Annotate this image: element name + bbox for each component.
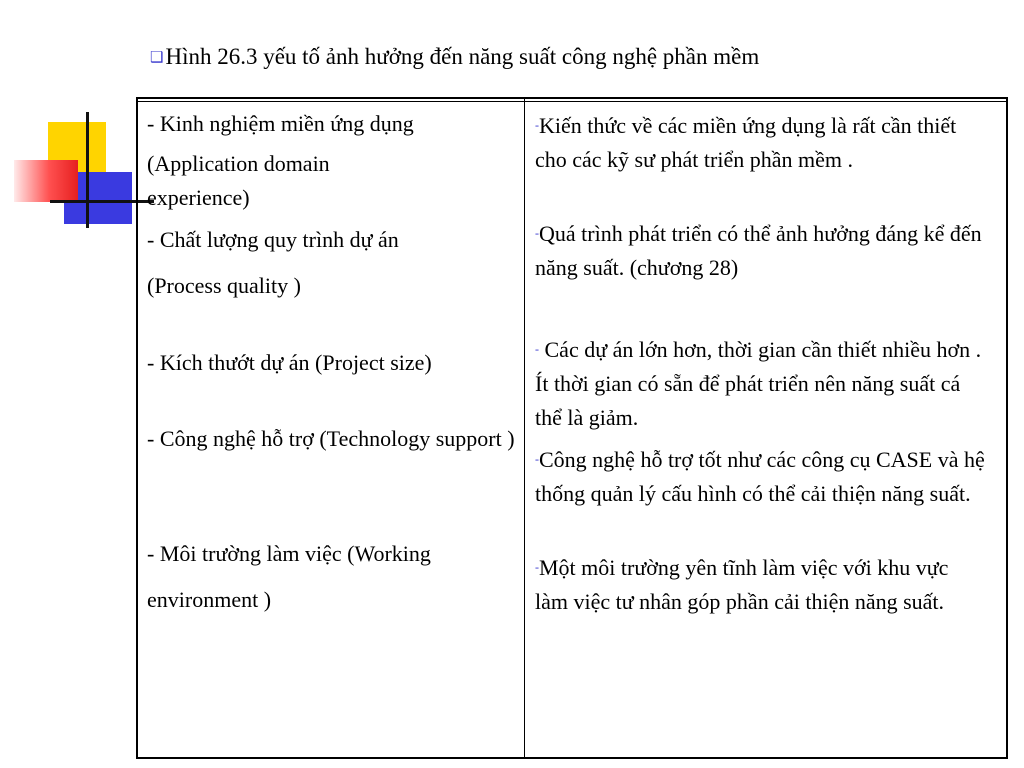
- slide-title-text: Hình 26.3 yếu tố ảnh hưởng đến năng suất công nghệ phần mềm: [165, 44, 760, 69]
- description-text: Một môi trường yên tĩnh làm việc với khu vực làm việc tư nhân góp phần cải thiện năng suất.: [535, 555, 949, 615]
- description-item: [535, 333, 985, 435]
- red-gradient-bar: [14, 160, 78, 202]
- factors-table: [136, 97, 1008, 759]
- factor-item: [147, 422, 519, 456]
- dash-marker: -: [535, 226, 539, 240]
- factor-item: [147, 346, 477, 380]
- factor-name: - Kích thướt dự án (Project size): [147, 350, 432, 375]
- factor-item: [147, 537, 519, 616]
- dash-marker: -: [535, 118, 539, 132]
- description-text: Công nghệ hỗ trợ tốt như các công cụ CASE và hệ thống quản lý cấu hình có thể cải thiện năng suất.: [535, 447, 985, 507]
- column-divider: [524, 99, 525, 757]
- description-item: [535, 109, 985, 177]
- description-item: [535, 217, 985, 285]
- factor-name: - Chất lượng quy trình dự án: [147, 227, 399, 252]
- factor-item: [147, 223, 519, 302]
- factor-english: (Process quality ): [147, 273, 301, 298]
- square-bullet-icon: ❑: [150, 50, 164, 66]
- description-item: [535, 443, 985, 511]
- description-text: Kiến thức về các miền ứng dụng là rất cần thiết cho các kỹ sư phát triển phần mềm .: [535, 113, 957, 173]
- factor-english: environment ): [147, 587, 272, 612]
- dash-marker: -: [535, 452, 539, 466]
- dash-marker: -: [535, 560, 539, 574]
- factor-name: - Công nghệ hỗ trợ (Technology support ): [147, 426, 515, 451]
- factor-english: (Application domain experience): [147, 151, 330, 210]
- factor-name: - Kinh nghiệm miền ứng dụng: [147, 111, 414, 136]
- factor-name: - Môi trường làm việc (Working: [147, 541, 431, 566]
- description-text: Các dự án lớn hơn, thời gian cần thiết nhiều hơn . Ít thời gian có sẵn để phát triển nên năng suất cá thể là giảm.: [535, 337, 982, 431]
- vertical-line: [86, 112, 89, 228]
- dash-marker: -: [535, 342, 539, 356]
- description-text: Quá trình phát triển có thể ảnh hưởng đáng kể đến năng suất. (chương 28): [535, 221, 982, 281]
- factor-item: [147, 107, 519, 215]
- table-top-line: [138, 101, 1006, 102]
- slide-title: [150, 44, 759, 70]
- description-item: [535, 551, 985, 619]
